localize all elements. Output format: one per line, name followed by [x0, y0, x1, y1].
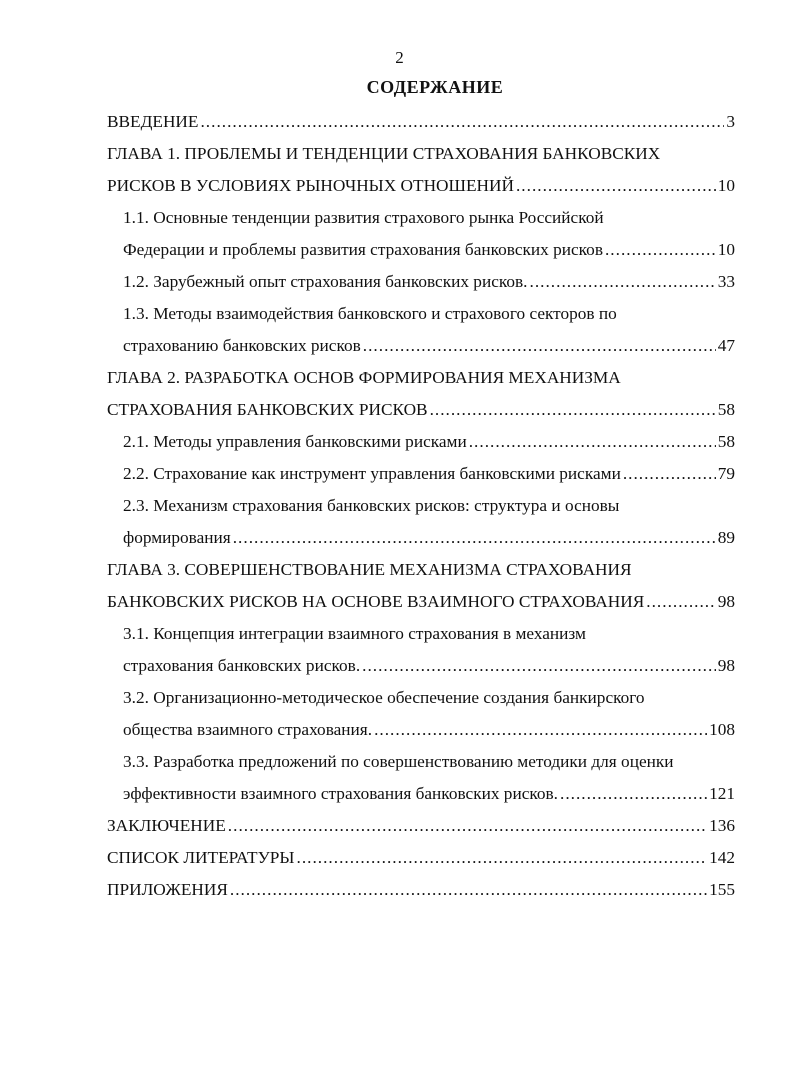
dot-leader [623, 458, 716, 490]
dot-leader [530, 266, 716, 298]
toc-entry-references[interactable] [107, 842, 735, 874]
toc-entry-text: СПИСОК ЛИТЕРАТУРЫ [107, 848, 295, 867]
toc-entry-section-1-3[interactable] [123, 330, 735, 362]
dot-leader [605, 234, 716, 266]
toc-entry-chapter-1-line-1[interactable]: ГЛАВА 1. ПРОБЛЕМЫ И ТЕНДЕНЦИИ СТРАХОВАНИЯ БАНКОВСКИХ [107, 144, 661, 163]
toc-page-number: 89 [717, 528, 735, 547]
toc-entry-chapter-3[interactable] [107, 586, 735, 618]
dot-leader [646, 586, 715, 618]
dot-leader [233, 522, 716, 554]
toc-entry-text: ВВЕДЕНИЕ [107, 112, 199, 131]
toc-page-number: 155 [709, 880, 735, 899]
toc-entry-intro[interactable] [107, 106, 735, 138]
toc-entry-text: Федерации и проблемы развития страхования банковских рисков [123, 240, 603, 259]
dot-leader [516, 170, 716, 202]
toc-page-number: 98 [717, 656, 735, 675]
dot-leader [362, 650, 716, 682]
toc-page-number: 10 [717, 176, 735, 195]
toc-entry-section-1-3-line-1[interactable]: 1.3. Методы взаимодействия банковского и страхового секторов по [123, 304, 617, 323]
toc-entry-section-3-2-line-1[interactable]: 3.2. Организационно-методическое обеспечение создания банкирского [123, 688, 645, 707]
toc-page-number: 58 [717, 432, 735, 451]
dot-leader [560, 778, 707, 810]
toc-entry-text: страхованию банковских рисков [123, 336, 361, 355]
toc-entry-section-3-3[interactable] [123, 778, 735, 810]
toc-entry-section-3-3-line-1[interactable]: 3.3. Разработка предложений по совершенствованию методики для оценки [123, 752, 674, 771]
toc-entry-section-1-1-line-1[interactable]: 1.1. Основные тенденции развития страхового рынка Российской [123, 208, 604, 227]
toc-page-number: 79 [717, 464, 735, 483]
toc-page-number: 142 [709, 848, 735, 867]
toc-entry-section-1-1[interactable] [123, 234, 735, 266]
toc-page-number: 58 [717, 400, 735, 419]
dot-leader [469, 426, 716, 458]
toc-page-number: 98 [717, 592, 735, 611]
dot-leader [200, 106, 724, 138]
toc-entry-chapter-2-line-1[interactable]: ГЛАВА 2. РАЗРАБОТКА ОСНОВ ФОРМИРОВАНИЯ МЕХАНИЗМА [107, 368, 621, 387]
toc-entry-text: общества взаимного страхования. [123, 720, 373, 739]
toc-entry-section-2-3[interactable] [123, 522, 735, 554]
toc-page-number: 33 [717, 272, 735, 291]
toc-entry-section-1-2[interactable] [123, 266, 735, 298]
toc-page-number: 108 [709, 720, 735, 739]
dot-leader [374, 714, 707, 746]
toc-entry-text: 1.2. Зарубежный опыт страхования банковских рисков. [123, 272, 528, 291]
toc-entry-chapter-1[interactable] [107, 170, 735, 202]
toc-entry-text: ЗАКЛЮЧЕНИЕ [107, 816, 226, 835]
toc-entry-section-2-3-line-1[interactable]: 2.3. Механизм страхования банковских рисков: структура и основы [123, 496, 620, 515]
toc-page-number: 121 [709, 784, 735, 803]
toc-entry-chapter-2[interactable] [107, 394, 735, 426]
toc-page-number: 10 [717, 240, 735, 259]
toc-entry-appendices[interactable] [107, 874, 735, 906]
toc-page-number: 47 [717, 336, 735, 355]
toc-entry-text: ПРИЛОЖЕНИЯ [107, 880, 228, 899]
toc-entry-text: 2.1. Методы управления банковскими рисками [123, 432, 467, 451]
toc-entry-section-2-1[interactable] [123, 426, 735, 458]
toc-entry-section-3-2[interactable] [123, 714, 735, 746]
toc-entry-text: эффективности взаимного страхования банковских рисков. [123, 784, 558, 803]
toc-entry-section-2-2[interactable] [123, 458, 735, 490]
dot-leader [430, 394, 716, 426]
toc-entry-text: БАНКОВСКИХ РИСКОВ НА ОСНОВЕ ВЗАИМНОГО СТРАХОВАНИЯ [107, 592, 645, 611]
toc-entry-text: СТРАХОВАНИЯ БАНКОВСКИХ РИСКОВ [107, 400, 428, 419]
toc-entry-section-3-1-line-1[interactable]: 3.1. Концепция интеграции взаимного страхования в механизм [123, 624, 586, 643]
dot-leader [228, 810, 707, 842]
dot-leader [230, 874, 707, 906]
toc-entry-text: формирования [123, 528, 231, 547]
toc-entry-section-3-1[interactable] [123, 650, 735, 682]
toc-page-number: 136 [709, 816, 735, 835]
toc-entry-conclusion[interactable] [107, 810, 735, 842]
toc-entry-chapter-3-line-1[interactable]: ГЛАВА 3. СОВЕРШЕНСТВОВАНИЕ МЕХАНИЗМА СТРАХОВАНИЯ [107, 560, 632, 579]
toc-page-number: 3 [726, 112, 735, 131]
toc-title: СОДЕРЖАНИЕ [366, 77, 504, 97]
toc-entry-text: страхования банковских рисков. [123, 656, 361, 675]
dot-leader [297, 842, 708, 874]
dot-leader [363, 330, 716, 362]
toc-entry-text: РИСКОВ В УСЛОВИЯХ РЫНОЧНЫХ ОТНОШЕНИЙ [107, 176, 514, 195]
page-number: 2 [395, 48, 404, 67]
toc-entry-text: 2.2. Страхование как инструмент управления банковскими рисками [123, 464, 621, 483]
